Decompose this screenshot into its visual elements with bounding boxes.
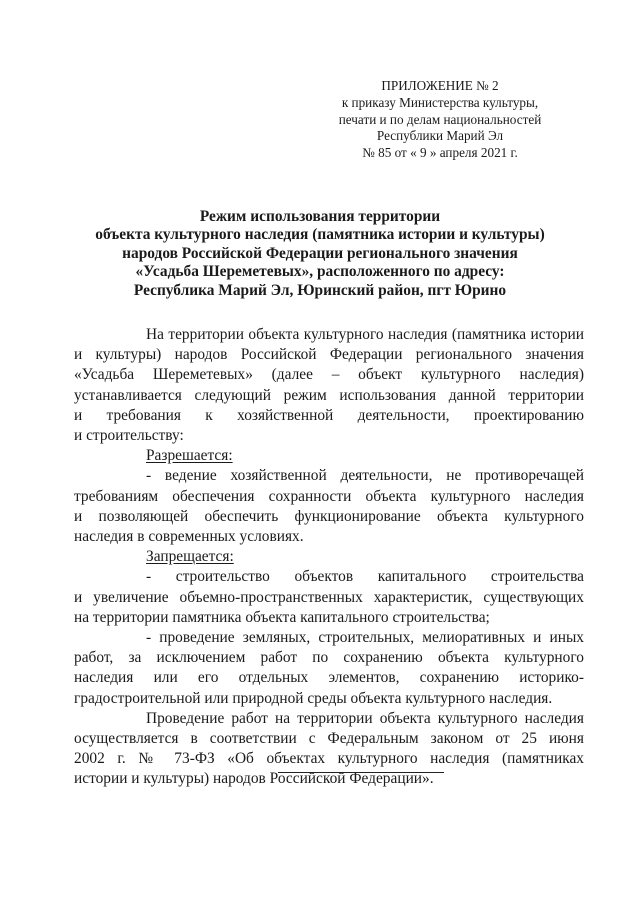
forbidden-heading-text: Запрещается: (146, 548, 234, 566)
text-line: - ведение хозяйственной деятельности, не противоречащей (146, 467, 584, 485)
appendix-number: ПРИЛОЖЕНИЕ № 2 (381, 78, 499, 93)
text-line: осуществляется в соответствии с Федеральным законом от 25 июня (74, 730, 584, 748)
appendix-header (300, 78, 580, 162)
text-line: и увеличение объемно-пространственных характеристик, существующих (74, 588, 584, 606)
appendix-order-date: № 85 от « 9 » апреля 2021 г. (362, 145, 518, 161)
allowed-heading (74, 446, 584, 466)
text-line: «Усадьба Шереметевых» (далее – объект культурного наследия) (74, 366, 584, 384)
text-line: истории и культуры) народов Российской Федерации». (74, 770, 434, 788)
title-line: «Усадьба Шереметевых», расположенного по адресу: (135, 263, 505, 281)
text-line: градостроительной или природной среды объекта культурного наследия. (74, 689, 553, 707)
intro-paragraph (74, 325, 584, 446)
document-body (74, 325, 584, 790)
allowed-heading-text: Разрешается: (146, 447, 233, 465)
text-line: - проведение земляных, строительных, мелиоративных и иных (146, 629, 584, 647)
text-line: и культуры) народов Российской Федерации регионального значения (74, 346, 584, 364)
text-line: - строительство объектов капитального строительства (146, 568, 584, 586)
text-line: Проведение работ на территории объекта культурного наследия (146, 709, 584, 727)
final-paragraph (74, 709, 584, 790)
title-line: объекта культурного наследия (памятника истории и культуры) (95, 226, 545, 244)
forbidden-item-1 (74, 567, 584, 628)
text-line: устанавливается следующий режим использования данной территории (74, 386, 584, 404)
text-line: на территории памятника объекта капитального строительства; (74, 608, 490, 626)
text-line: наследия или его отдельных элементов, сохранению историко- (74, 669, 584, 687)
title-line: народов Российской Федерации регионального значения (122, 244, 518, 262)
appendix-order-ref: к приказу Министерства культуры, (341, 94, 539, 110)
title-line: Режим использования территории (199, 208, 441, 225)
forbidden-heading (74, 547, 584, 567)
appendix-ministry: печати и по делам национальностей (338, 111, 542, 127)
document-title (60, 208, 580, 300)
text-line: На территории объекта культурного наследия (памятника истории (146, 326, 584, 343)
allowed-paragraph (74, 466, 584, 547)
text-line: и позволяющей обеспечить функционирование объекта культурного (74, 507, 584, 525)
forbidden-item-2 (74, 628, 584, 709)
text-line: работ, за исключением работ по сохранению объекта культурного (74, 649, 584, 667)
closing-separator-line (278, 772, 444, 773)
text-line: наследия в современных условиях. (74, 528, 304, 546)
text-line: 2002 г. № 73-ФЗ «Об объектах культурного наследия (памятниках (74, 750, 584, 768)
appendix-republic: Республики Марий Эл (376, 128, 504, 144)
text-line: и требования к хозяйственной деятельности, проектированию (74, 406, 584, 424)
text-line: и строительству: (74, 427, 184, 445)
title-line: Республика Марий Эл, Юринский район, пгт Юрино (133, 281, 507, 299)
text-line: требованиям обеспечения сохранности объекта культурного наследия (74, 487, 584, 505)
